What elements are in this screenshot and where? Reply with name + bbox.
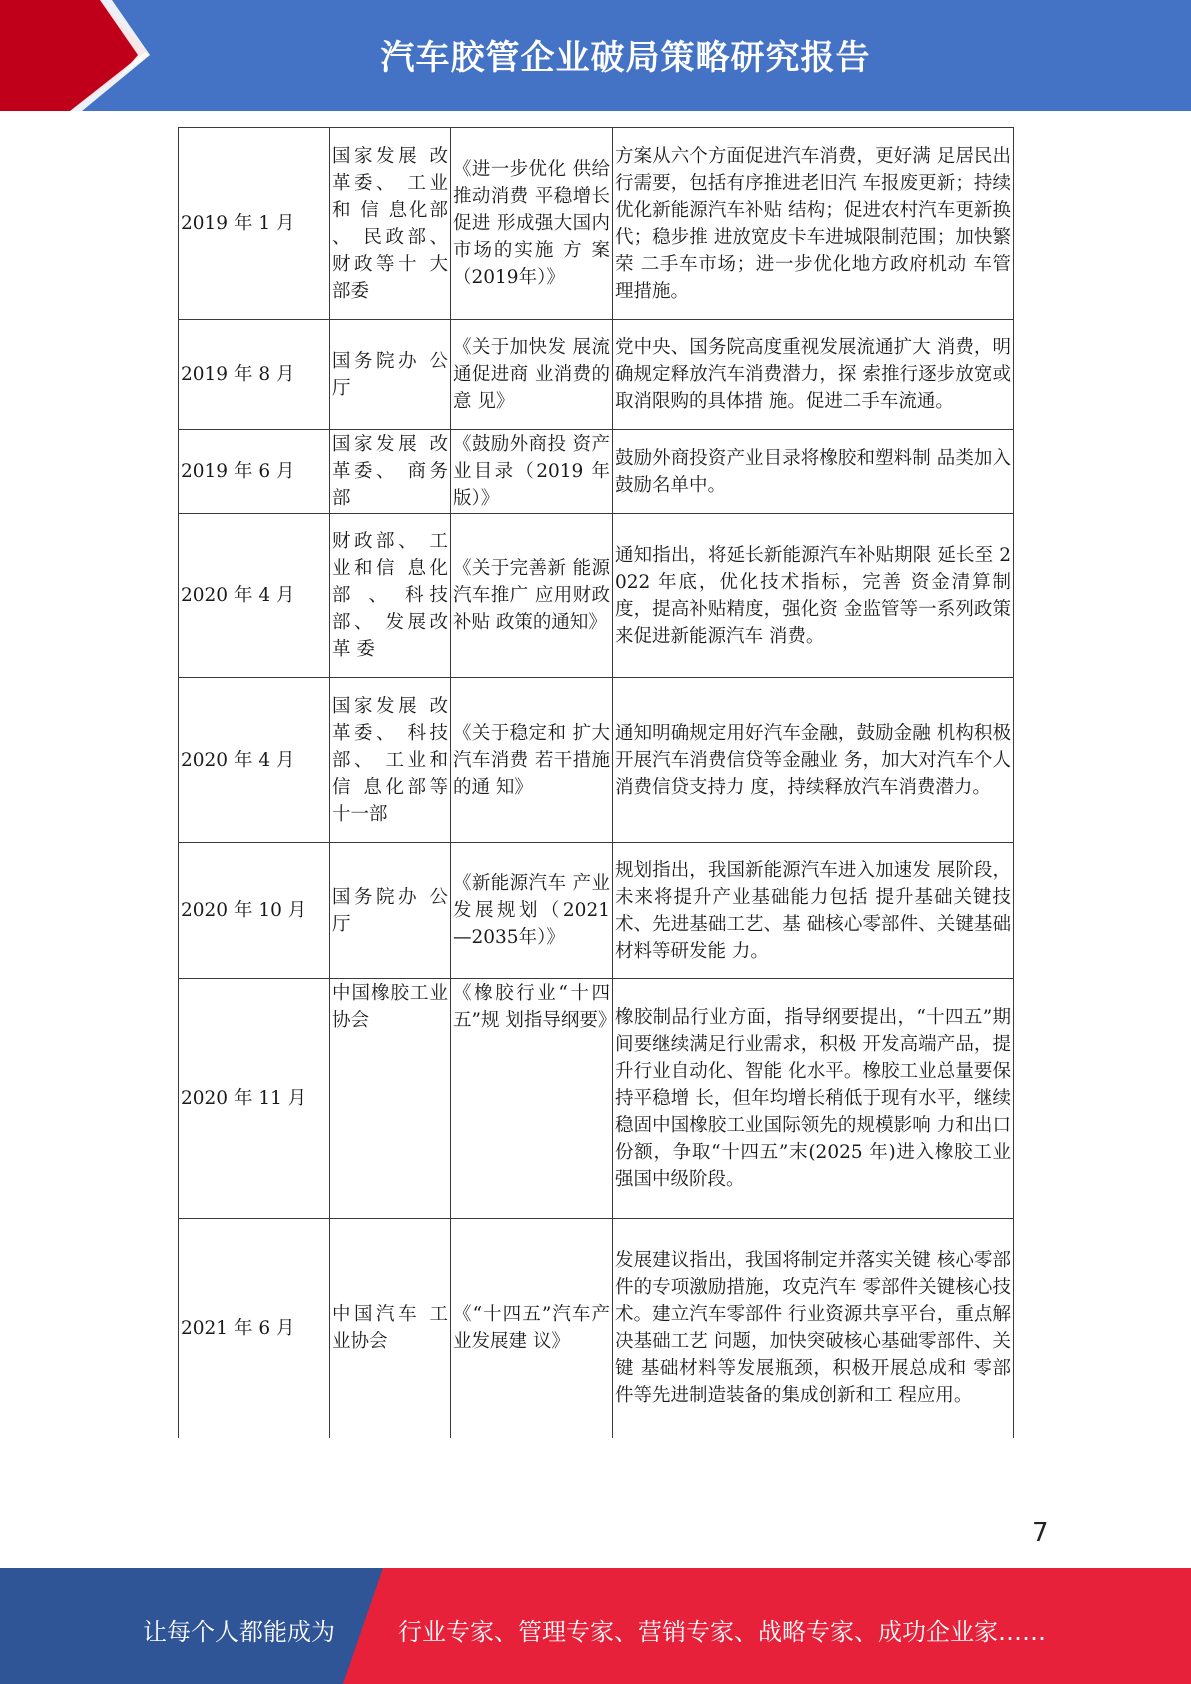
policy-date: 2021 年 6 月 <box>179 1219 330 1438</box>
footer-slogan-left: 让每个人都能成为 <box>143 1618 335 1646</box>
policy-document: 《关于加快发 展流通促进商 业消费的意 见》 <box>451 320 613 430</box>
policy-issuer: 中国橡胶工业协会 <box>330 979 451 1219</box>
policy-content: 方案从六个方面促进汽车消费，更好满 足居民出行需要，包括有序推进老旧汽 车报废更新；持续优化新能源汽车补贴 结构；促进农村汽车更新换代；稳步推 进放宽皮卡车进城限制范围；加快繁荣 二手车市场；进一步优化地方政府机动 车管理措施。 <box>613 128 1014 320</box>
policy-document: 《鼓励外商投 资产业目录（2019 年版）》 <box>451 430 613 514</box>
table-row <box>179 320 1014 430</box>
policy-document: 《“十四五”汽车产业发展建 议》 <box>451 1219 613 1438</box>
policy-issuer: 国务院办 公厅 <box>330 320 451 430</box>
policy-date: 2020 年 4 月 <box>179 678 330 843</box>
policy-issuer: 财政部、 工业和信 息化部 、 科技部、 发展改革 委 <box>330 514 451 678</box>
policy-issuer: 国家发展 改革委、 科技部、 工业和信 息化部等十一部 <box>330 678 451 843</box>
table-row <box>179 128 1014 320</box>
policy-document: 《进一步优化 供给推动消费 平稳增长促进 形成强大国内 市场的实施 方 案（2019年）》 <box>451 128 613 320</box>
policy-date: 2019 年 6 月 <box>179 430 330 514</box>
policy-content: 橡胶制品行业方面，指导纲要提出，“十四五”期间要继续满足行业需求，积极 开发高端产品，提升行业自动化、智能 化水平。橡胶工业总量要保持平稳增 长，但年均增长稍低于现有水平，继续 稳固中国橡胶工业国际领先的规模影响 力和出口份额，争取“十四五”末(2025 年)进入橡胶工业强国中级阶段。 <box>613 979 1014 1219</box>
policy-document: 《关于完善新 能源汽车推广 应用财政补贴 政策的通知》 <box>451 514 613 678</box>
table-row <box>179 843 1014 979</box>
table-row <box>179 979 1014 1219</box>
page-number: 7 <box>1032 1518 1049 1548</box>
policy-document: 《新能源汽车 产业发展规划（2021—2035年）》 <box>451 843 613 979</box>
footer-slogan-right: 行业专家、管理专家、营销专家、战略专家、成功企业家…… <box>398 1618 1046 1646</box>
policy-date: 2019 年 1 月 <box>179 128 330 320</box>
table-row <box>179 514 1014 678</box>
policy-content: 规划指出，我国新能源汽车进入加速发 展阶段，未来将提升产业基础能力包括 提升基础关键技术、先进基础工艺、基 础核心零部件、关键基础材料等研发能 力。 <box>613 843 1014 979</box>
policy-content: 发展建议指出，我国将制定并落实关键 核心零部件的专项激励措施，攻克汽车 零部件关键核心技术。建立汽车零部件 行业资源共享平台，重点解决基础工艺 问题，加快突破核心基础零部件、关键 基础材料等发展瓶颈，积极开展总成和 零部件等先进制造装备的集成创新和工 程应用。 <box>613 1219 1014 1438</box>
policy-date: 2019 年 8 月 <box>179 320 330 430</box>
policy-content: 通知明确规定用好汽车金融，鼓励金融 机构积极开展汽车消费信贷等金融业 务，加大对汽车个人消费信贷支持力 度，持续释放汽车消费潜力。 <box>613 678 1014 843</box>
page-header <box>0 0 1191 111</box>
policy-issuer: 中国汽车 工业协会 <box>330 1219 451 1438</box>
policy-issuer: 国家发展 改革委、 商务部 <box>330 430 451 514</box>
policy-table <box>178 127 1014 1438</box>
policy-content: 鼓励外商投资产业目录将橡胶和塑料制 品类加入鼓励名单中。 <box>613 430 1014 514</box>
page-footer <box>0 1568 1191 1684</box>
policy-content: 通知指出，将延长新能源汽车补贴期限 延长至 2022 年底，优化技术指标，完善 资金清算制度，提高补贴精度，强化资 金监管等一系列政策来促进新能源汽车 消费。 <box>613 514 1014 678</box>
policy-content: 党中央、国务院高度重视发展流通扩大 消费，明确规定释放汽车消费潜力，探 索推行逐步放宽或取消限购的具体措 施。促进二手车流通。 <box>613 320 1014 430</box>
table-row <box>179 430 1014 514</box>
policy-document: 《关于稳定和 扩大汽车消费 若干措施的通 知》 <box>451 678 613 843</box>
policy-issuer: 国家发展 改革委、 工业和 信 息化部 、 民政部、 财政等十 大部委 <box>330 128 451 320</box>
report-title: 汽车胶管企业破局策略研究报告 <box>380 38 871 78</box>
policy-issuer: 国务院办 公厅 <box>330 843 451 979</box>
policy-date: 2020 年 11 月 <box>179 979 330 1219</box>
table-row <box>179 678 1014 843</box>
policy-document: 《橡胶行业“十四五”规 划指导纲要》 <box>451 979 613 1219</box>
policy-date: 2020 年 10 月 <box>179 843 330 979</box>
table-row <box>179 1219 1014 1438</box>
policy-date: 2020 年 4 月 <box>179 514 330 678</box>
